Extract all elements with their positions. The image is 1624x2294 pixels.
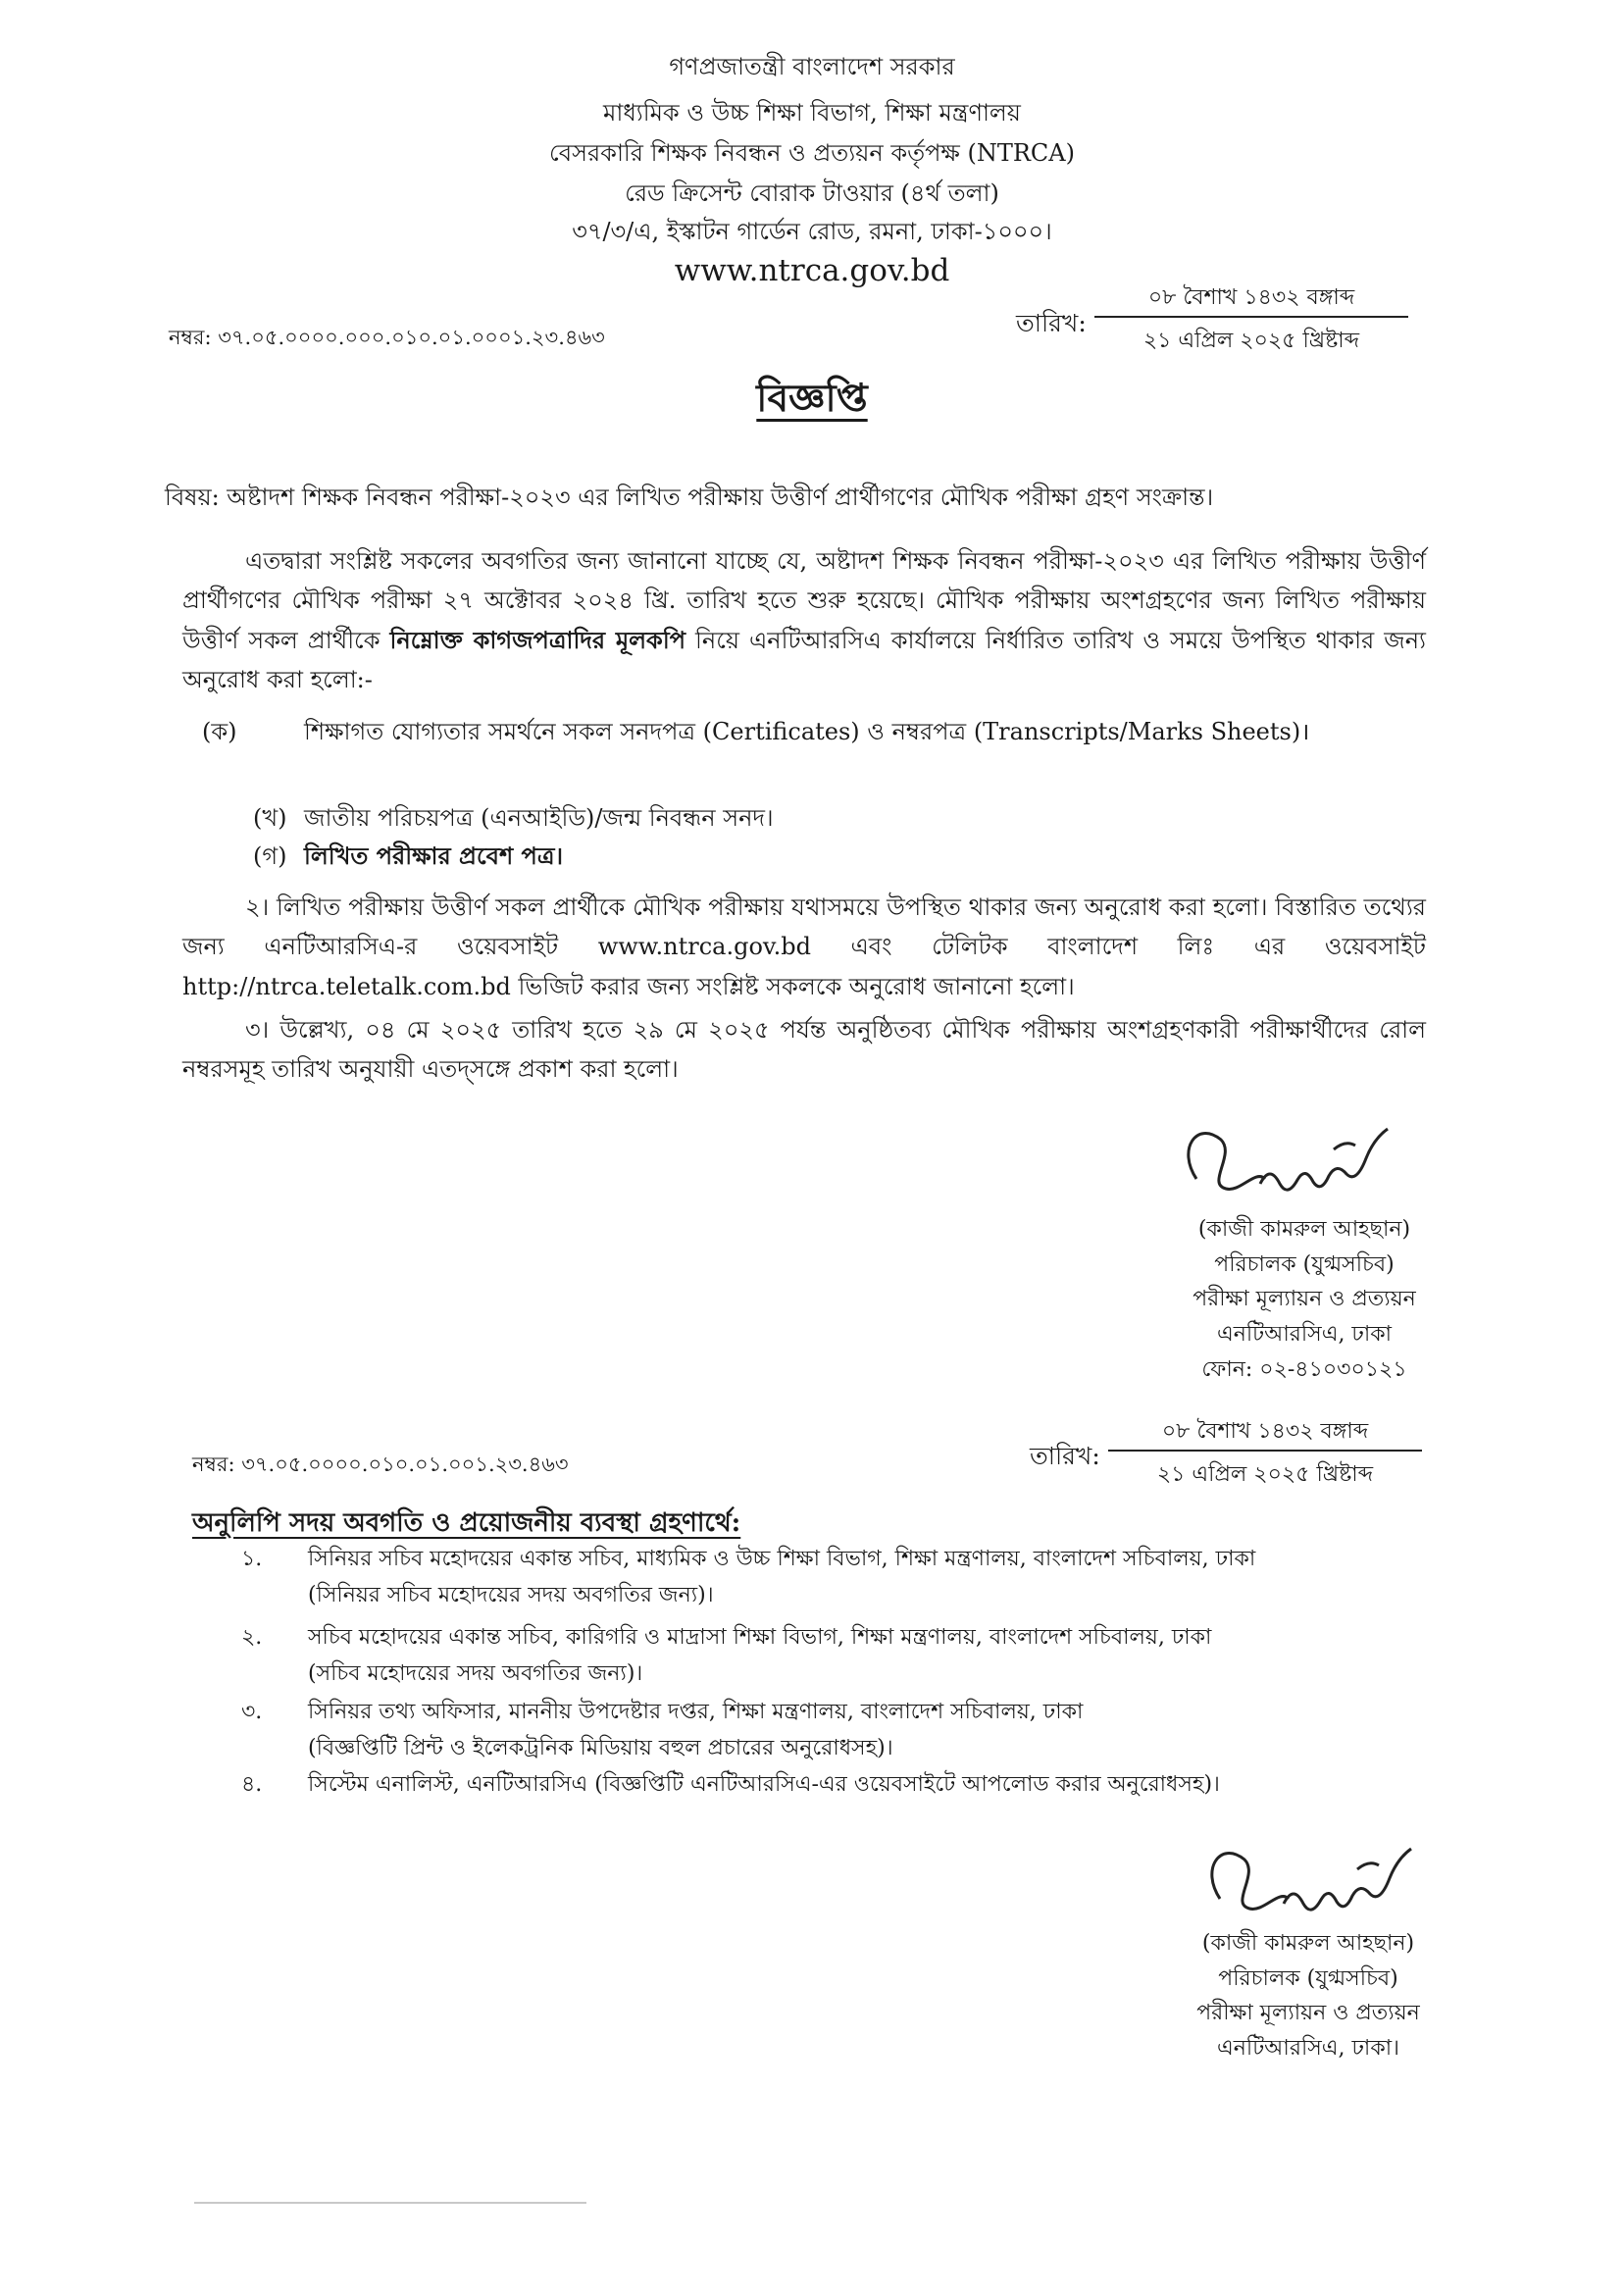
date-english-bottom: ২১ এপ্রিল ২০২৫ খ্রিষ্টাব্দ: [1108, 1450, 1422, 1494]
list-label: (খ): [253, 804, 287, 832]
list-text: জাতীয় পরিচয়পত্র (এনআইডি)/জন্ম নিবন্ধন সনদ।: [304, 804, 774, 832]
signatory-title: পরিচালক (যুগ্মসচিব): [1214, 1251, 1395, 1277]
intro-paragraph: [182, 541, 1426, 699]
copy-number: ৩.: [241, 1700, 263, 1724]
intro-bold-text: নিম্নোক্ত কাগজপত্রাদির মূলকপি: [389, 625, 686, 654]
subject-line: বিষয়: অষ্টাদশ শিক্ষক নিবন্ধন পরীক্ষা-২০২৩ এর লিখিত পরীক্ষায় উত্তীর্ণ প্রার্থীগণের মৌখিক পরীক্ষা গ্রহণ সংক্রান্ত।: [165, 484, 1214, 511]
paragraph-2: ২। লিখিত পরীক্ষায় উত্তীর্ণ সকল প্রার্থীকে মৌখিক পরীক্ষায় যথাসময়ে উপস্থিত থাকার জন্য অনুরোধ করা হলো। বিস্তারিত তথ্যের জন্য এনটিআরসিএ-র ওয়েবসাইট www.ntrca.gov.bd এবং টেলিটক বাংলাদেশ লিঃ এর ওয়েবসাইট http://ntrca.teletalk.com.bd ভিজিট করার জন্য সংশ্লিষ্ট সকলকে অনুরোধ জানানো হলো।: [182, 893, 1426, 1000]
copy-item: [241, 1620, 1447, 1699]
signatory-dept: পরীক্ষা মূল্যায়ন ও প্রত্যয়ন: [1196, 2001, 1420, 2026]
date-bangla-top: ০৮ বৈশাখ ১৪৩২ বঙ্গাব্দ: [1147, 285, 1355, 310]
signatory-phone: ফোন: ০২-৪১০৩০১২১: [1201, 1356, 1407, 1382]
header-govt: গণপ্রজাতন্ত্রী বাংলাদেশ সরকার: [669, 53, 955, 80]
copy-number: ৪.: [241, 1772, 263, 1797]
memo-number-top: নম্বর: ৩৭.০৫.০০০০.০০০.০১০.০১.০০০১.২৩.৪৬৩: [169, 326, 605, 349]
intro-text-end: নিয়ে এনটিআরসিএ কার্যালয়ে নির্ধারিত তারিখ ও সময়ে উপস্থিত থাকার জন্য অনুরোধ করা হলো:-: [182, 626, 1426, 693]
header-address: ৩৭/৩/এ, ইস্কাটন গার্ডেন রোড, রমনা, ঢাকা-১০০০।: [572, 218, 1052, 245]
notice-title: বিজ্ঞপ্তি: [756, 376, 868, 421]
copy-heading: অনুলিপি সদয় অবগতি ও প্রয়োজনীয় ব্যবস্থা গ্রহণার্থে:: [192, 1508, 741, 1538]
signatory-org: এনটিআরসিএ, ঢাকা: [1216, 1321, 1393, 1347]
header-division: মাধ্যমিক ও উচ্চ শিক্ষা বিভাগ, শিক্ষা মন্ত্রণালয়: [603, 99, 1021, 127]
copy-line: সিস্টেম এনালিস্ট, এনটিআরসিএ (বিজ্ঞপ্তিটি এনটিআরসিএ-এর ওয়েবসাইটে আপলোড করার অনুরোধসহ)।: [308, 1772, 1220, 1797]
paragraph-3: ৩। উল্লেখ্য, ০৪ মে ২০২৫ তারিখ হতে ২৯ মে ২০২৫ পর্যন্ত অনুষ্ঠিতব্য মৌখিক পরীক্ষায় অংশগ্রহণকারী পরীক্ষার্থীদের রোল নম্বরসমূহ তারিখ অনুযায়ী এতদ্‌সঙ্গে প্রকাশ করা হলো।: [182, 1016, 1426, 1084]
header-authority: বেসরকারি শিক্ষক নিবন্ধন ও প্রত্যয়ন কর্তৃপক্ষ (NTRCA): [549, 139, 1075, 167]
copy-line: (সিনিয়র সচিব মহোদয়ের সদয় অবগতির জন্য)।: [308, 1582, 714, 1607]
list-item: [253, 798, 1426, 839]
date-label-top: তারিখ:: [1016, 309, 1087, 337]
copy-line: সিনিয়র সচিব মহোদয়ের একান্ত সচিব, মাধ্যমিক ও উচ্চ শিক্ষা বিভাগ, শিক্ষা মন্ত্রণালয়, বাংলাদেশ সচিবালয়, ঢাকা: [308, 1547, 1256, 1571]
list-text: লিখিত পরীক্ষার প্রবেশ পত্র।: [304, 841, 564, 870]
signatory-dept: পরীক্ষা মূল্যায়ন ও প্রত্যয়ন: [1193, 1287, 1416, 1312]
list-item: [202, 712, 1477, 752]
copy-line: (সচিব মহোদয়ের সদয় অবগতির জন্য)।: [308, 1660, 643, 1686]
header-building: রেড ক্রিসেন্ট বোরাক টাওয়ার (৪র্থ তলা): [625, 179, 999, 207]
handwritten-signature: [1167, 1110, 1412, 1218]
copy-item: [241, 1767, 1447, 1807]
list-item: [253, 837, 1426, 877]
intro-text: এতদ্বারা সংশ্লিষ্ট সকলের অবগতির জন্য জানানো যাচ্ছে যে, অষ্টাদশ শিক্ষক নিবন্ধন পরীক্ষা-২০২৩ এর লিখিত পরীক্ষায় উত্তীর্ণ প্রার্থীগণের মৌখিক পরীক্ষা ২৭ অক্টোবর ২০২৪ খ্রি. তারিখ হতে শুরু হয়েছে। মৌখিক পরীক্ষায় অংশগ্রহণের জন্য লিখিত পরীক্ষায় উত্তীর্ণ সকল প্রার্থীকে: [182, 547, 1426, 654]
copy-line: সচিব মহোদয়ের একান্ত সচিব, কারিগরি ও মাদ্রাসা শিক্ষা বিভাগ, শিক্ষা মন্ত্রণালয়, বাংলাদেশ সচিবালয়, ঢাকা: [308, 1625, 1212, 1650]
copy-line: সিনিয়র তথ্য অফিসার, মাননীয় উপদেষ্টার দপ্তর, শিক্ষা মন্ত্রণালয়, বাংলাদেশ সচিবালয়, ঢাকা: [308, 1700, 1084, 1724]
list-label: (ক): [202, 718, 237, 745]
copy-number: ২.: [241, 1625, 263, 1650]
list-text: শিক্ষাগত যোগ্যতার সমর্থনে সকল সনদপত্র (Certificates) ও নম্বরপত্র (Transcripts/Marks Sheets)।: [304, 718, 1310, 745]
date-label-bottom: তারিখ:: [1030, 1442, 1100, 1470]
copy-number: ১.: [241, 1547, 263, 1571]
footer-scan-mark: [194, 2202, 586, 2204]
handwritten-signature: [1191, 1830, 1436, 1938]
signatory-title: পরিচালক (যুগ্মসচিব): [1218, 1965, 1398, 1991]
date-english-top: ২১ এপ্রিল ২০২৫ খ্রিষ্টাব্দ: [1094, 316, 1408, 360]
copy-item: [241, 1542, 1447, 1620]
header-website[interactable]: www.ntrca.gov.bd: [674, 253, 950, 288]
list-label: (গ): [253, 842, 287, 870]
date-bangla-bottom: ০৮ বৈশাখ ১৪৩২ বঙ্গাব্দ: [1161, 1419, 1369, 1444]
signatory-block: [1132, 1926, 1485, 2066]
copy-item: [241, 1695, 1447, 1773]
copy-line: (বিজ্ঞপ্তিটি প্রিন্ট ও ইলেকট্রনিক মিডিয়ায় বহুল প্রচারের অনুরোধসহ)।: [308, 1735, 893, 1760]
signatory-name: (কাজী কামরুল আহছান): [1197, 1217, 1411, 1242]
memo-number-bottom: নম্বর: ৩৭.০৫.০০০০.০১০.০১.০০১.২৩.৪৬৩: [192, 1453, 569, 1476]
signatory-org: এনটিআরসিএ, ঢাকা।: [1217, 2035, 1399, 2061]
signatory-name: (কাজী কামরুল আহছান): [1201, 1931, 1415, 1956]
signatory-block: [1128, 1212, 1481, 1387]
